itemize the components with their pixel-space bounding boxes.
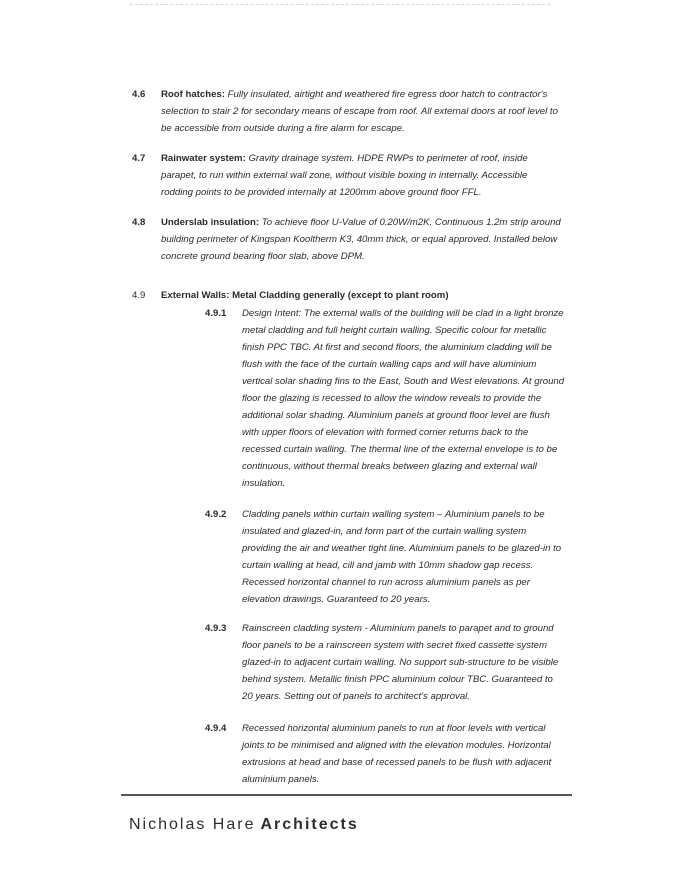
top-border-line <box>130 4 550 5</box>
clause-heading: Rainwater system: <box>161 153 246 164</box>
subclause-number: 4.9.3 <box>205 623 227 634</box>
footer-rule <box>121 794 572 796</box>
subclause-4-9-1 <box>205 305 565 492</box>
subclause-4-9-3 <box>205 620 565 705</box>
subclause-number: 4.9.1 <box>205 308 227 319</box>
subclause-text: Recessed horizontal aluminium panels to run at floor levels with vertical joints to be minimised and aligned with the elevation modules. Horizontal extrusions at head and base of recessed panels to be flush with adjacent aluminium panels. <box>242 723 552 785</box>
subclause-4-9-4 <box>205 720 565 788</box>
subclause-4-9-2 <box>205 506 565 608</box>
clause-text: Fully insulated, airtight and weathered fire egress door hatch to contractor's selection to stair 2 for secondary means of escape from roof. All external doors at roof level to be accessible from outside during a fire alarm for escape. <box>161 89 558 134</box>
clause-text: To achieve floor U-Value of 0.20W/m2K. Continuous 1.2m strip around building perimeter of Kingspan Kooltherm K3, 40mm thick, or equal approved. Installed below concrete ground bearing floor slab, above DPM. <box>161 217 561 262</box>
subclause-text: Rainscreen cladding system - Aluminium panels to parapet and to ground floor panels to be a rainscreen system with secret fixed cassette system glazed-in to adjacent curtain walling. No support sub-structure to be visible behind system. Metallic finish PPC aluminium colour TBC. Guaranteed to 20 years. Setting out of panels to architect's approval. <box>242 623 559 702</box>
subclause-text: Design Intent: The external walls of the building will be clad in a light bronze metal cladding and full height curtain walling. Specific colour for metallic finish PPC TBC. At first and second floors, the aluminium cladding will be flush with the face of the curtain walling caps and will have aluminium vertical solar shading fins to the East, South and West elevations. At ground floor the glazing is recessed to allow the window reveals to provide the additional solar shading. Aluminium panels at ground floor level are flush with upper floors of elevation with formed corner returns back to the recessed curtain walling. The thermal line of the external envelope is to be continuous, without thermal breaks between glazing and external wall insulation. <box>242 308 565 489</box>
clause-number: 4.7 <box>132 153 146 164</box>
clause-4-8 <box>132 214 562 265</box>
firm-name: Nicholas Hare <box>129 816 256 833</box>
subclause-number: 4.9.2 <box>205 509 227 520</box>
clause-4-7 <box>132 150 562 201</box>
firm-logo <box>129 816 359 834</box>
section-4-9-heading <box>132 287 562 304</box>
clause-number: 4.6 <box>132 89 146 100</box>
clause-4-6 <box>132 86 562 137</box>
firm-name-suffix: Architects <box>260 816 359 833</box>
section-title: External Walls: Metal Cladding generally (except to plant room) <box>161 290 449 301</box>
clause-heading: Roof hatches: <box>161 89 225 100</box>
subclause-text: Cladding panels within curtain walling system – Aluminium panels to be insulated and glazed-in, and form part of the curtain walling system providing the air and weather tight line. Aluminium panels to be glazed-in to curtain walling at head, cill and jamb with 10mm shadow gap recess. Recessed horizontal channel to run across aluminium panels as per elevation drawings. Guaranteed to 20 years. <box>242 509 562 605</box>
clause-number: 4.8 <box>132 217 146 228</box>
subclause-number: 4.9.4 <box>205 723 227 734</box>
clause-heading: Underslab insulation: <box>161 217 260 228</box>
clause-text: Gravity drainage system. HDPE RWPs to perimeter of roof, inside parapet, to run within external wall zone, without visible boxing in internally. Accessible rodding points to be provided internally at 1200mm above ground floor FFL. <box>161 153 528 198</box>
section-number: 4.9 <box>132 290 146 301</box>
